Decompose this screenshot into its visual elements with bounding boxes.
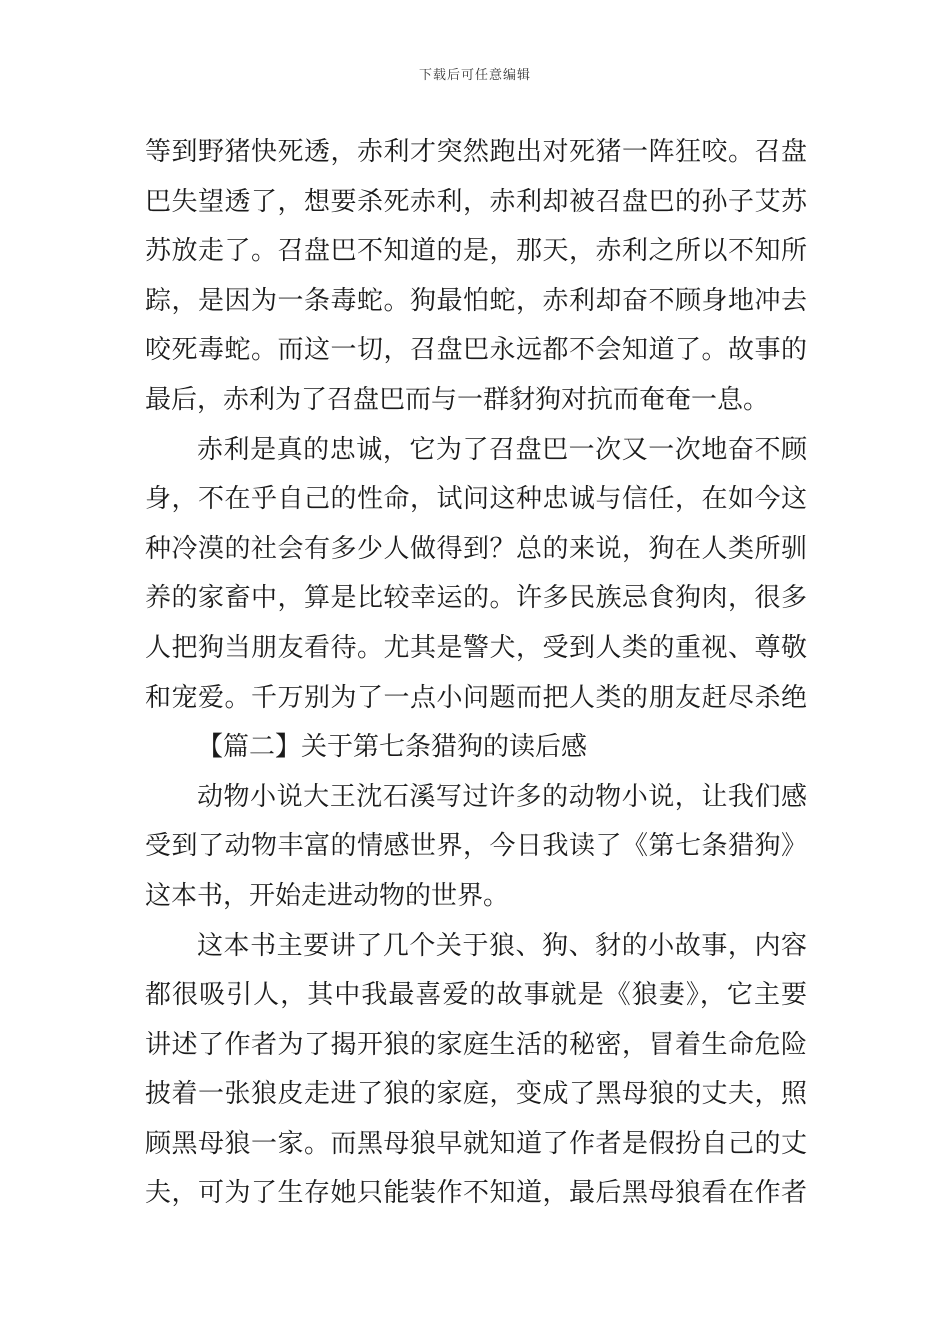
text-line: 种冷漠的社会有多少人做得到？总的来说，狗在人类所驯 <box>145 533 807 564</box>
text-line: 养的家畜中，算是比较幸运的。许多民族忌食狗肉，很多 <box>145 583 807 614</box>
page-header: 下载后可任意编辑 <box>418 68 531 83</box>
text-line: 讲述了作者为了揭开狼的家庭生活的秘密，冒着生命危险 <box>145 1029 807 1060</box>
text-line: 这本书，开始走进动物的世界。 <box>145 880 510 911</box>
text-line: 等到野猪快死透，赤利才突然跑出对死猪一阵狂咬。召盘 <box>145 137 807 167</box>
text-line: 人把狗当朋友看待。尤其是警犬，受到人类的重视、尊敬 <box>145 632 807 663</box>
text-line: 和宠爱。千万别为了一点小问题而把人类的朋友赶尽杀绝 <box>145 682 807 713</box>
text-line: 顾黑母狼一家。而黑母狼早就知道了作者是假扮自己的丈 <box>145 1128 807 1159</box>
text-line: 咬死毒蛇。而这一切，召盘巴永远都不会知道了。故事的 <box>145 335 807 366</box>
text-line: 苏放走了。召盘巴不知道的是，那天，赤利之所以不知所 <box>145 236 807 267</box>
text-line: 夫，可为了生存她只能装作不知道，最后黑母狼看在作者 <box>145 1178 807 1209</box>
text-line: 【篇二】关于第七条猎狗的读后感 <box>197 732 588 763</box>
text-line: 最后，赤利为了召盘巴而与一群豺狗对抗而奄奄一息。 <box>145 384 770 415</box>
text-line: 这本书主要讲了几个关于狼、狗、豺的小故事，内容 <box>197 930 807 961</box>
text-line: 动物小说大王沈石溪写过许多的动物小说，让我们感 <box>197 781 807 812</box>
text-line: 受到了动物丰富的情感世界，今日我读了《第七条猎狗》 <box>145 831 807 862</box>
text-line: 赤利是真的忠诚，它为了召盘巴一次又一次地奋不顾 <box>197 434 807 465</box>
text-line: 披着一张狼皮走进了狼的家庭，变成了黑母狼的丈夫，照 <box>145 1079 807 1110</box>
text-line: 巴失望透了，想要杀死赤利，赤利却被召盘巴的孙子艾苏 <box>145 186 807 217</box>
text-line: 都很吸引人，其中我最喜爱的故事就是《狼妻》，它主要 <box>145 980 807 1011</box>
document-body <box>145 128 807 1219</box>
text-line: 踪，是因为一条毒蛇。狗最怕蛇，赤利却奋不顾身地冲去 <box>145 285 807 316</box>
text-line: 身，不在乎自己的性命，试问这种忠诚与信任，在如今这 <box>145 484 807 515</box>
